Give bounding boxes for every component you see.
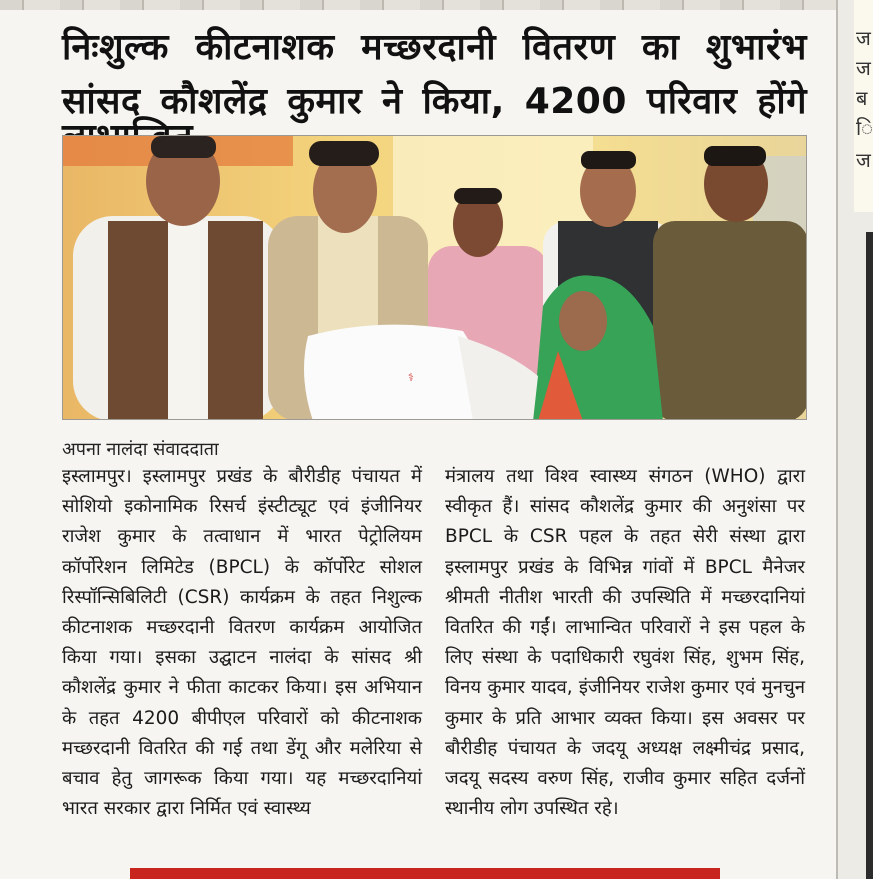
next-article-banner xyxy=(130,868,720,879)
article-text-right: मंत्रालय तथा विश्व स्वास्थ्य संगठन (WHO) द्वारा स्वीकृत हैं। सांसद कौशलेंद्र कुमार की अनुशंसा पर BPCL के CSR पहल के तहत सेरी संस्था द्वारा इस्लामपुर प्रखंड के विभिन्न गांवों में BPCL मैनेजर श्रीमती नीतीश भारती की उपस्थिति में मच्छरदानियां वितरित की गईं। लाभान्वित परिवारों ने इस पहल के लिए संस्था के पदाधिकारी रघुवंश सिंह, शुभम सिंह, विनय कुमार यादव, इंजीनियर राजेश कुमार एवं मुनचुन कुमार के प्रति आभार व्यक्त किया। इस अवसर पर बौरीडीह पंचायत के जदयू अध्यक्ष लक्ष्मीचंद्र प्रसाद, जदयू सदस्य वरुण सिंह, राजीव कुमार सहित दर्जनों स्थानीय लोग उपस्थित रहे। xyxy=(445,466,805,820)
top-rule xyxy=(0,0,836,10)
adjacent-text-fragment: ज xyxy=(856,148,871,172)
news-photo xyxy=(62,135,807,420)
adjacent-dark-column xyxy=(866,232,873,879)
byline: अपना नालंदा संवाददाता xyxy=(62,439,219,460)
article-text-left: इस्लामपुर। इस्लामपुर प्रखंड के बौरीडीह पंचायत में सोशियो इकोनामिक रिसर्च इंस्टीट्यूट एवं इंजीनियर राजेश कुमार के तत्वाधान में भारत पेट्रोलियम कॉर्पोरेशन लिमिटेड (BPCL) के कॉर्पोरेट सोशल रिस्पॉन्सिबिलिटी (CSR) कार्यक्रम के तहत निशुल्क कीटनाशक मच्छरदानी वितरण कार्यक्रम आयोजित किया गया। इसका उद्घाटन नालंदा के सांसद श्री कौशलेंद्र कुमार ने फीता काटकर किया। इस अभियान के तहत 4200 बीपीएल परिवारों को कीटनाशक मच्छरदानी वितरित की गई तथा डेंगू और मलेरिया से बचाव हेतु जागरूक किया गया। यह मच्छरदानियां भारत सरकार द्वारा निर्मित एवं स्वास्थ्य xyxy=(62,466,422,820)
adjacent-text-fragment: ज xyxy=(856,56,871,80)
headline-line-2: सांसद कौशलेंद्र कुमार ने किया, 4200 परिवार होंगे xyxy=(62,81,807,122)
article-column-left xyxy=(62,462,422,824)
adjacent-article-strip xyxy=(836,0,873,879)
article-column-right xyxy=(445,462,805,824)
column-divider xyxy=(836,0,838,879)
adjacent-text-fragment: ब xyxy=(856,86,868,110)
headline-line-1: निःशुल्क कीटनाशक मच्छरदानी वितरण का शुभारंभ xyxy=(62,27,807,68)
adjacent-text-fragment: ि xyxy=(856,116,873,140)
adjacent-text-fragment: ज xyxy=(856,26,871,50)
svg-text:⚕: ⚕ xyxy=(408,371,414,384)
